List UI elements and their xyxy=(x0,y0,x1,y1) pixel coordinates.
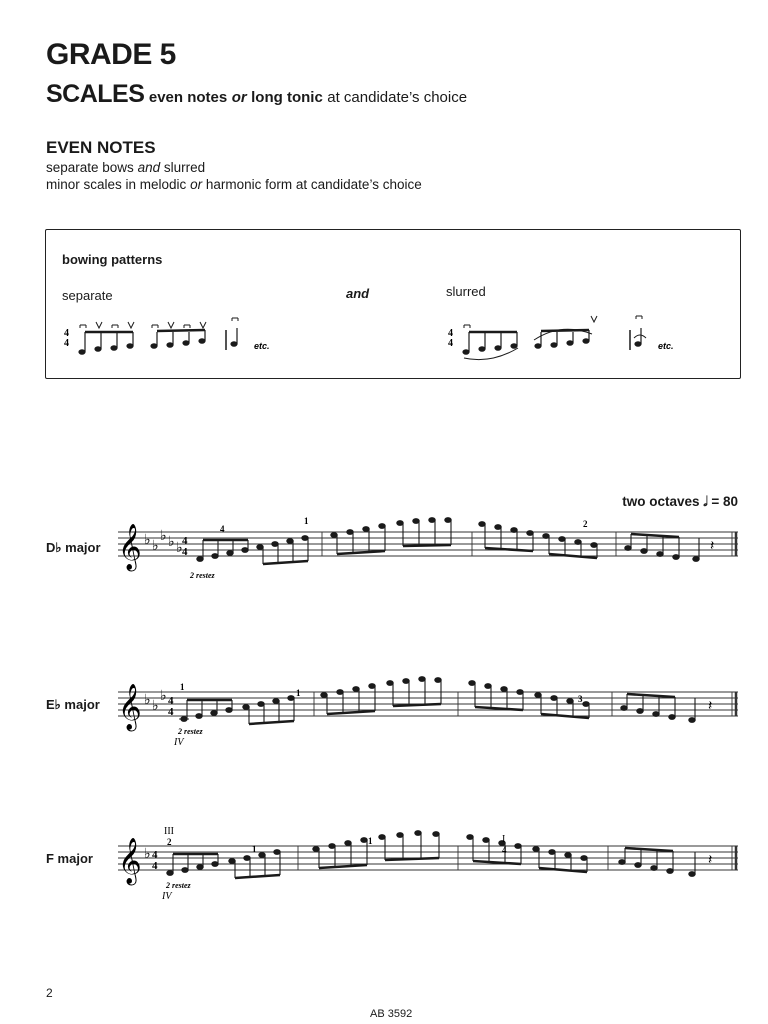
fingering: 1 xyxy=(296,688,301,698)
scale-name-db-major: D♭ major xyxy=(46,540,101,555)
staff-f-major xyxy=(118,820,740,904)
instruction-or: or xyxy=(190,177,203,192)
half-note-icon: 𝅗𝅥 xyxy=(703,494,708,510)
slurred-label: slurred xyxy=(446,284,486,299)
option-long-tonic: long tonic xyxy=(251,89,323,106)
flat-icon: ♭ xyxy=(152,537,159,553)
time-sig-top: 4 xyxy=(64,328,69,339)
choice-text: at candidate’s choice xyxy=(327,89,468,106)
instruction-text: slurred xyxy=(163,160,206,175)
tempo-value: = 80 xyxy=(711,494,738,509)
flat-icon: ♭ xyxy=(160,527,167,543)
time-sig-bottom: 4 xyxy=(448,338,453,349)
bowing-title: bowing patterns xyxy=(62,252,163,267)
and-label: and xyxy=(346,286,370,301)
scales-heading xyxy=(46,80,467,109)
flat-icon: ♭ xyxy=(144,531,151,547)
fingering: 2 xyxy=(167,837,172,847)
instruction-line-1 xyxy=(46,160,205,175)
flat-icon: ♭ xyxy=(176,539,183,555)
section-title: EVEN NOTES xyxy=(46,138,156,157)
restez-annotation: 2 restez xyxy=(166,881,191,890)
page-title: GRADE 5 xyxy=(46,38,176,71)
option-even-notes: even notes xyxy=(148,89,228,106)
instruction-and: and xyxy=(137,160,161,175)
quarter-rest-icon: 𝄽 xyxy=(710,538,715,554)
publication-code: AB 3592 xyxy=(370,1008,413,1020)
time-sig-top: 4 xyxy=(168,695,174,707)
string-marking: IV xyxy=(162,891,172,902)
staff-db-major xyxy=(118,518,740,588)
treble-clef-icon: 𝄞 xyxy=(118,684,142,730)
staff-eb-major xyxy=(118,674,740,754)
string-marking: IV xyxy=(174,737,184,748)
fingering: 3 xyxy=(578,694,583,704)
instruction-line-2 xyxy=(46,177,422,192)
string-marking: III xyxy=(164,826,174,837)
tempo-label: two octaves xyxy=(622,494,700,509)
etc-label: etc. xyxy=(658,341,674,351)
etc-label: etc. xyxy=(254,341,270,351)
slurred-bowing-pattern xyxy=(446,310,706,360)
time-sig-top: 4 xyxy=(182,535,188,547)
fingering: 1 xyxy=(368,836,373,846)
quarter-rest-icon: 𝄽 xyxy=(708,698,713,714)
treble-clef-icon: 𝄞 xyxy=(118,838,142,884)
restez-annotation: 2 restez xyxy=(178,727,203,736)
flat-icon: ♭ xyxy=(160,687,167,703)
time-sig-bottom: 4 xyxy=(152,860,158,872)
flat-icon: ♭ xyxy=(144,691,151,707)
time-sig-top: 4 xyxy=(152,849,158,861)
treble-clef-icon: 𝄞 xyxy=(118,524,142,570)
fingering: 4 xyxy=(220,524,225,534)
quarter-rest-icon: 𝄽 xyxy=(708,852,713,868)
flat-icon: ♭ xyxy=(168,533,175,549)
string-marking: I xyxy=(502,834,506,845)
instruction-text: harmonic form at candidate’s choice xyxy=(205,177,422,192)
page-number: 2 xyxy=(46,986,53,1000)
tempo-marking xyxy=(622,494,738,510)
time-sig-bottom: 4 xyxy=(64,338,69,349)
separate-bowing-pattern xyxy=(62,310,302,360)
time-sig-bottom: 4 xyxy=(182,546,188,558)
restez-annotation: 2 restez xyxy=(190,571,215,580)
scales-title: SCALES xyxy=(46,80,145,108)
time-sig-top: 4 xyxy=(448,328,453,339)
fingering: 1 xyxy=(304,516,309,526)
instruction-text: minor scales in melodic xyxy=(46,177,187,192)
fingering: 2 xyxy=(583,519,588,529)
scale-name-f-major: F major xyxy=(46,851,93,866)
time-sig-bottom: 4 xyxy=(168,706,174,718)
flat-icon: ♭ xyxy=(152,697,159,713)
separate-label: separate xyxy=(62,288,113,303)
or-word: or xyxy=(231,89,247,106)
flat-icon: ♭ xyxy=(144,845,151,861)
instruction-text: separate bows xyxy=(46,160,134,175)
fingering: 1 xyxy=(180,682,185,692)
fingering: 4 xyxy=(502,845,507,855)
bowing-patterns-box xyxy=(45,229,741,379)
fingering: 1 xyxy=(252,844,257,854)
scale-name-eb-major: E♭ major xyxy=(46,697,100,712)
